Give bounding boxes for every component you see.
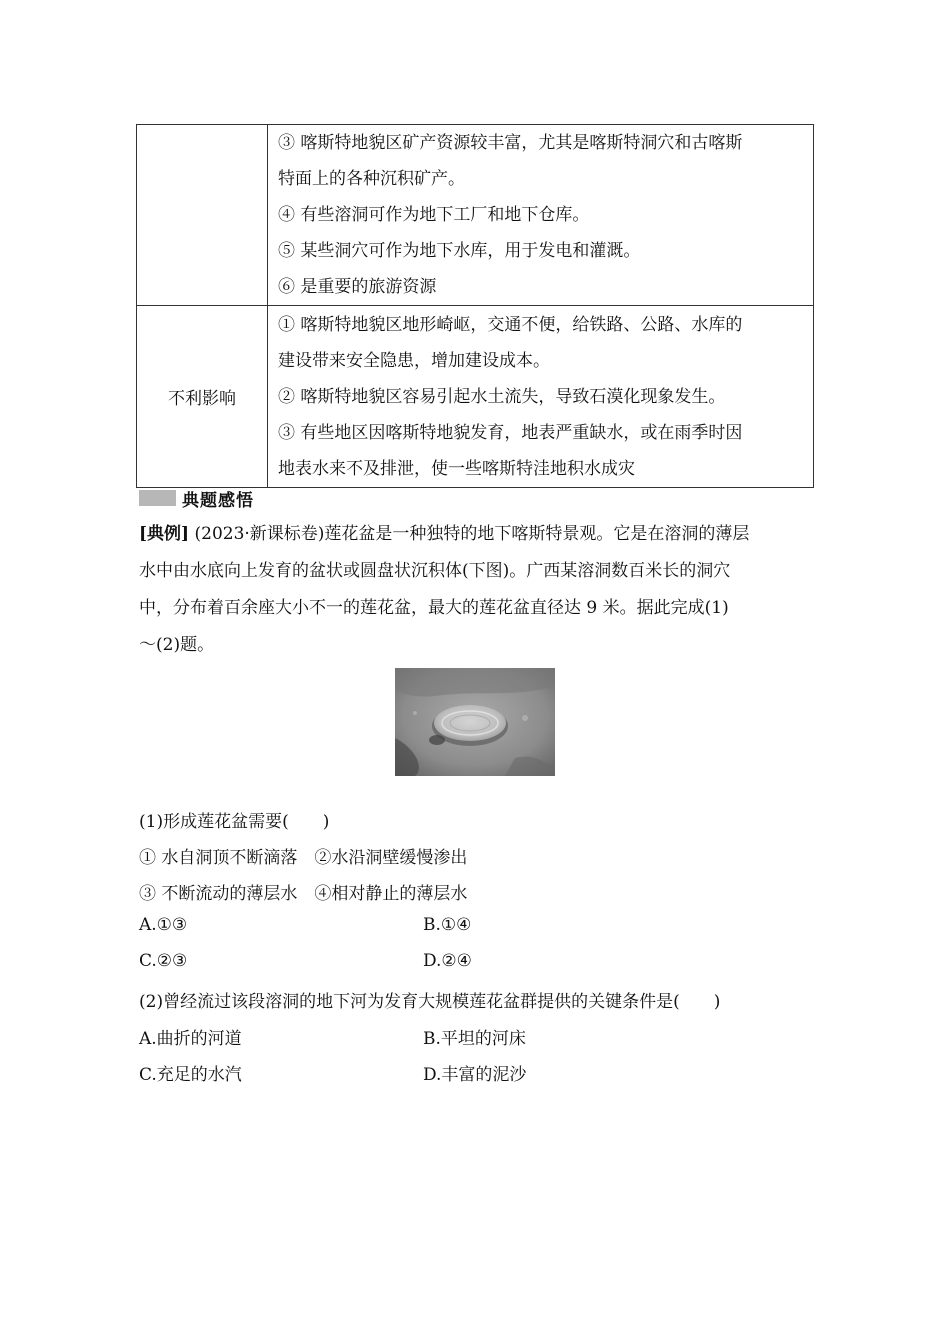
unfavorable-impacts-cell xyxy=(268,306,814,488)
table-line: ⑤ 某些洞穴可作为地下水库，用于发电和灌溉。 xyxy=(278,241,641,261)
example-paragraph xyxy=(139,516,811,664)
q2-option-a: A.曲折的河道 xyxy=(139,1029,242,1049)
section-title: 典题感悟 xyxy=(182,490,254,511)
q1-option-b: B.①④ xyxy=(423,915,472,935)
table-line: ③ 喀斯特地貌区矿产资源较丰富，尤其是喀斯特洞穴和古喀斯 xyxy=(278,133,743,153)
question-1-conditions-line: ① 水自洞顶不断滴落 ②水沿洞壁缓慢渗出 xyxy=(139,848,468,868)
table-line: ③ 有些地区因喀斯特地貌发育，地表严重缺水，或在雨季时因 xyxy=(278,422,743,443)
example-line: 中，分布着百余座大小不一的莲花盆，最大的莲花盆直径达 9 米。据此完成(1) xyxy=(139,598,729,618)
question-1-stem: (1)形成莲花盆需要( ) xyxy=(139,812,330,832)
q2-option-d: D.丰富的泥沙 xyxy=(423,1065,527,1085)
q2-option-c: C.充足的水汽 xyxy=(139,1065,242,1085)
table-line: ② 喀斯特地貌区容易引起水土流失，导致石漠化现象发生。 xyxy=(278,386,726,407)
row-label-unfavorable: 不利影响 xyxy=(137,306,268,488)
example-line xyxy=(139,516,811,553)
example-line: ～(2)题。 xyxy=(139,635,215,655)
favorable-impacts-cell xyxy=(268,125,814,306)
karst-impact-table xyxy=(136,124,814,488)
question-1-conditions-line: ③ 不断流动的薄层水 ④相对静止的薄层水 xyxy=(139,884,468,904)
section-bar xyxy=(139,490,176,506)
table-line: ① 喀斯特地貌区地形崎岖，交通不便，给铁路、公路、水库的 xyxy=(278,314,743,335)
q1-option-d: D.②④ xyxy=(423,951,472,971)
section-header xyxy=(139,487,254,509)
example-text: (2023·新课标卷)莲花盆是一种独特的地下喀斯特景观。它是在溶洞的薄层 xyxy=(189,524,750,544)
table-line: 地表水来不及排泄，使一些喀斯特洼地积水成灾 xyxy=(278,458,635,479)
lotus-basin-photo xyxy=(395,668,555,776)
q1-option-c: C.②③ xyxy=(139,951,188,971)
table-line: ④ 有些溶洞可作为地下工厂和地下仓库。 xyxy=(278,205,590,225)
table-line: 特面上的各种沉积矿产。 xyxy=(278,169,465,189)
example-line: 水中由水底向上发育的盆状或圆盘状沉积体(下图)。广西某溶洞数百米长的洞穴 xyxy=(139,561,731,581)
example-tag: [典例] xyxy=(139,524,190,544)
q1-option-a: A.①③ xyxy=(139,915,188,935)
q2-option-b: B.平坦的河床 xyxy=(423,1029,526,1049)
table-row xyxy=(137,306,814,488)
table-line: ⑥ 是重要的旅游资源 xyxy=(278,277,437,297)
table-row xyxy=(137,125,814,306)
row-label-empty xyxy=(137,125,268,306)
question-2-stem: (2)曾经流过该段溶洞的地下河为发育大规模莲花盆群提供的关键条件是( ) xyxy=(139,992,721,1012)
table-line: 建设带来安全隐患，增加建设成本。 xyxy=(278,350,550,371)
